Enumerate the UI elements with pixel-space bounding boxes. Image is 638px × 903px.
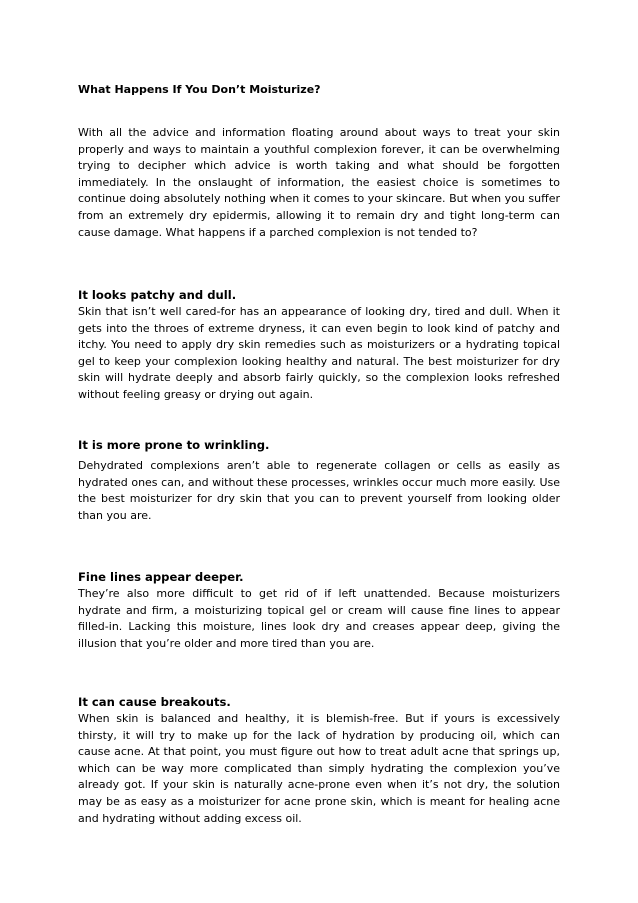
document-title: What Happens If You Don’t Moisturize? — [78, 83, 321, 96]
section-body-fine-lines: They’re also more difficult to get rid of if left unattended. Because moisturizers hydrate and firm, a moisturizing topical gel or cream will cause fine lines to appear filled-in. Lacking this moisture, lines look dry and creases appear deep, giving the illusion that you’re older and more tired than you are. — [78, 587, 560, 650]
section-heading-fine-lines: Fine lines appear deeper. — [78, 570, 244, 584]
section-heading-wrinkling: It is more prone to wrinkling. — [78, 438, 270, 452]
section-body-wrinkling: Dehydrated complexions aren’t able to regenerate collagen or cells as easily as hydrated ones can, and without these processes, wrinkles occur much more easily. Use the best moisturizer for dry skin that you can to prevent yourself from looking older than you are. — [78, 459, 560, 522]
intro-paragraph: With all the advice and information floating around about ways to treat your skin properly and ways to maintain a youthful complexion forever, it can be overwhelming trying to decipher which advice is worth taking and what should be forgotten immediately. In the onslaught of information, the easiest choice is sometimes to continue doing absolutely nothing when it comes to your skincare. But when you suffer from an extremely dry epidermis, allowing it to remain dry and tight long-term can cause damage. What happens if a parched complexion is not tended to? — [78, 126, 560, 239]
section-heading-breakouts: It can cause breakouts. — [78, 695, 231, 709]
section-heading-patchy: It looks patchy and dull. — [78, 288, 237, 302]
section-body-patchy: Skin that isn’t well cared-for has an appearance of looking dry, tired and dull. When it gets into the throes of extreme dryness, it can even begin to look kind of patchy and itchy. You need to apply dry skin remedies such as moisturizers or a hydrating topical gel to keep your complexion looking healthy and natural. The best moisturizer for dry skin will hydrate deeply and absorb fairly quickly, so the complexion looks refreshed without feeling greasy or drying out again. — [78, 305, 560, 401]
section-body-breakouts: When skin is balanced and healthy, it is blemish-free. But if yours is excessively thirsty, it will try to make up for the lack of hydration by producing oil, which can cause acne. At that point, you must figure out how to treat adult acne that springs up, which can be way more complicated than simply hydrating the complexion you’ve already got. If your skin is naturally acne-prone even when it’s not dry, the solution may be as easy as a moisturizer for acne prone skin, which is meant for healing acne and hydrating without adding excess oil. — [78, 712, 560, 825]
